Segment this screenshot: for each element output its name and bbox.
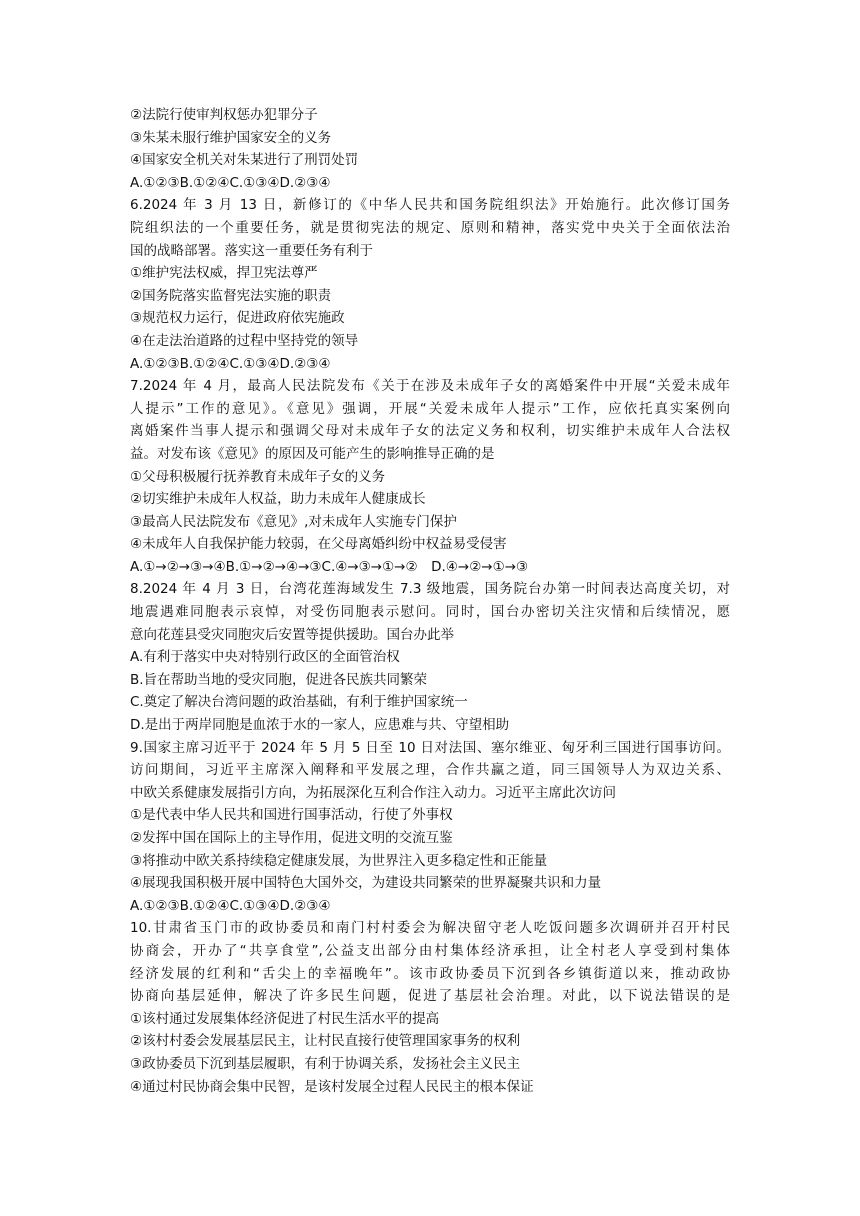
text-line: ③政协委员下沉到基层履职，有利于协调关系，发扬社会主义民主 [130,1055,521,1072]
text-line: ④在走法治道路的过程中坚持党的领导 [130,332,359,349]
text-line: 协商会，开办了“共享食堂”,公益支出部分由村集体经济承担，让全村老人享受到村集体 [130,942,730,959]
text-line: ④通过村民协商会集中民智，是该村发展全过程人民民主的根本保证 [130,1078,534,1095]
text-line: 院组织法的一个重要任务，就是贯彻宪法的规定、原则和精神，落实党中央关于全面依法治 [130,219,730,236]
text-line: ③最高人民法院发布《意见》,对未成年人实施专门保护 [130,513,457,530]
text-line: B.旨在帮助当地的受灾同胞，促进各民族共同繁荣 [130,671,428,688]
text-line: 10.甘肃省玉门市的政协委员和南门村村委会为解决留守老人吃饭问题多次调研并召开村民 [130,920,730,937]
text-line: 地震遇难同胞表示哀悼，对受伤同胞表示慰问。同时，国台办密切关注灾情和后续情况，愿 [130,604,730,621]
text-line: 协商向基层延伸，解决了许多民生问题，促进了基层社会治理。对此，以下说法错误的是 [130,988,730,1005]
document-body [130,104,730,1098]
text-line: A.①②③B.①②④C.①③④D.②③④ [130,174,331,191]
text-line: ①该村通过发展集体经济促进了村民生活水平的提高 [130,1010,440,1027]
text-line: A.①②③B.①②④C.①③④D.②③④ [130,897,331,914]
text-line: ①父母积极履行抚养教育未成年子女的义务 [130,468,386,485]
text-line: 意向花莲县受灾同胞灾后安置等提供援助。国台办此举 [130,626,454,643]
text-line: ③朱某未服行维护国家安全的义务 [130,129,332,146]
text-line: A.①→②→③→④B.①→②→④→③C.④→③→①→② D.④→②→①→③ [130,558,529,575]
text-line: ④国家安全机关对朱某进行了刑罚处罚 [130,152,359,169]
text-line: ②发挥中国在国际上的主导作用，促进文明的交流互鉴 [130,830,453,846]
text-line: C.奠定了解决台湾问题的政治基础，有利于维护国家统一 [130,694,468,711]
text-line: 6.2024 年 3 月 13 日，新修订的《中华人民共和国务院组织法》开始施行。此次修订国务 [130,197,730,214]
text-line: ③将推动中欧关系持续稳定健康发展，为世界注入更多稳定性和正能量 [130,852,548,869]
text-line: ②国务院落实监督宪法实施的职责 [130,287,332,304]
text-line: 国的战略部署。落实这一重要任务有利于 [130,242,373,259]
text-line: 人提示”工作的意见》。《意见》强调，开展“关爱未成年人提示”工作，应依托真实案例向 [130,400,730,417]
text-line: ①是代表中华人民共和国进行国事活动，行使了外事权 [130,807,453,824]
text-line: D.是出于两岸同胞是血浓于水的一家人，应患难与共、守望相助 [130,717,510,734]
text-line: 益。对发布该《意见》的原因及可能产生的影响推导正确的是 [130,445,495,462]
text-line: 离婚案件当事人提示和强调父母对未成年子女的法定义务和权利，切实维护未成年人合法权 [130,423,730,440]
text-line: ②该村村委会发展基层民主，让村民直接行使管理国家事务的权利 [130,1033,521,1050]
text-line: ④未成年人自我保护能力较弱，在父母离婚纠纷中权益易受侵害 [130,536,507,553]
text-line: 中欧关系健康发展指引方向，为拓展深化互利合作注入动力。习近平主席此次访问 [130,784,616,801]
text-line: A.有利于落实中央对特别行政区的全面管治权 [130,649,400,666]
text-line: A.①②③B.①②④C.①③④D.②③④ [130,355,331,372]
text-line: 7.2024 年 4 月，最高人民法院发布《关于在涉及未成年子女的离婚案件中开展“关爱未成年 [130,378,730,395]
text-line: 经济发展的红利和“舌尖上的幸福晚年”。该市政协委员下沉到各乡镇街道以来，推动政协 [130,965,730,982]
text-line: ③规范权力运行，促进政府依宪施政 [130,310,345,327]
text-line: ①维护宪法权威，捍卫宪法尊严 [130,265,318,282]
text-line: 9.国家主席习近平于 2024 年 5 月 5 日至 10 日对法国、塞尔维亚、匈牙利三国进行国事访问。 [130,739,730,756]
text-line: ④展现我国积极开展中国特色大国外交，为建设共同繁荣的世界凝聚共识和力量 [130,875,602,892]
text-line: ②切实维护未成年人权益，助力未成年人健康成长 [130,491,426,508]
text-line: 访问期间，习近平主席深入阐释和平发展之理，合作共赢之道，同三国领导人为双边关系、 [130,762,730,779]
text-line: ②法院行使审判权惩办犯罪分子 [130,107,318,123]
text-line: 8.2024 年 4 月 3 日，台湾花莲海域发生 7.3 级地震，国务院台办第一时间表达高度关切，对 [130,581,730,598]
